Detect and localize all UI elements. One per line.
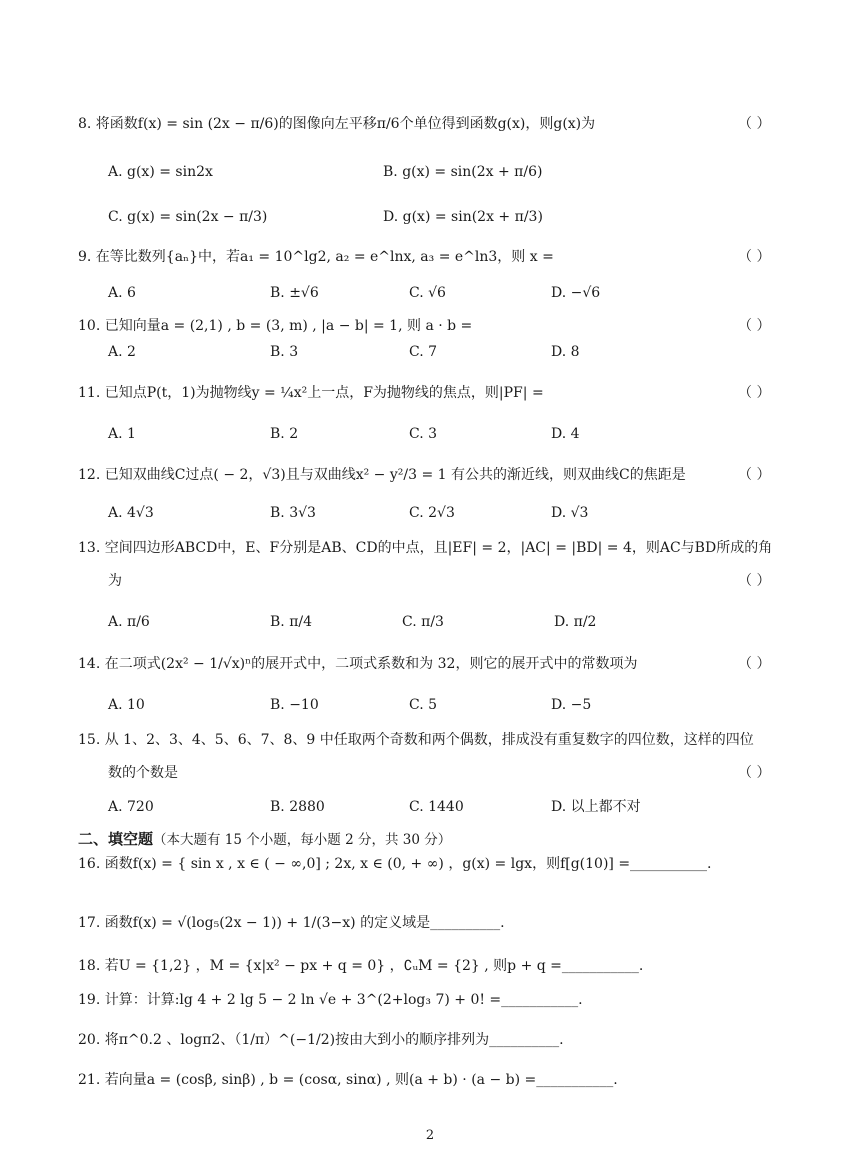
option-a: A. 10: [108, 697, 145, 713]
section-title: 二、填空题: [78, 830, 154, 848]
option-b: B. 2: [270, 426, 299, 442]
option-c: C. g(x) = sin(2x − π/3): [108, 209, 268, 225]
option-b: B. π/4: [270, 614, 313, 630]
option-b: B. 2880: [270, 799, 325, 815]
answer-bracket: （ ）: [738, 318, 771, 334]
question-stem-continued: 为: [108, 573, 122, 589]
option-b: B. 3: [270, 344, 299, 360]
option-a: A. 720: [108, 799, 154, 815]
option-d: D. −5: [551, 697, 592, 713]
question-stem: 14. 在二项式(2x² − 1/√x)ⁿ的展开式中，二项式系数和为 32，则它的展开式中的常数项为: [78, 656, 638, 672]
option-c: C. 2√3: [409, 505, 455, 521]
answer-bracket: （ ）: [738, 249, 771, 265]
question-stem: 15. 从 1、2、3、4、5、6、7、8、9 中任取两个奇数和两个偶数，排成没有重复数字的四位数，这样的四位: [78, 732, 754, 748]
question-stem: 21. 若向量a = (cosβ, sinβ) , b = (cosα, sinα) , 则(a + b) · (a − b) =___________.: [78, 1072, 618, 1088]
answer-bracket: （ ）: [738, 765, 771, 781]
option-b: B. ±√6: [270, 285, 319, 301]
option-a: A. 1: [108, 426, 136, 442]
question-stem: 18. 若U = {1,2} ，M = {x|x² − px + q = 0} ，∁ᵤM = {2} , 则p + q =___________.: [78, 958, 644, 974]
question-stem: 10. 已知向量a = (2,1) , b = (3, m) , |a − b| = 1, 则 a · b =: [78, 318, 473, 334]
option-d: D. 4: [551, 426, 580, 442]
question-stem: 19. 计算：计算:lg 4 + 2 lg 5 − 2 ln √e + 3^(2+log₃ 7) + 0! =___________.: [78, 992, 583, 1008]
question-stem: 20. 将π^0.2 、logπ2、（1/π）^(−1/2)按由大到小的顺序排列为__________.: [78, 1032, 564, 1048]
option-c: C. π/3: [402, 614, 444, 630]
option-d: D. 以上都不对: [551, 799, 641, 815]
option-d: D. g(x) = sin(2x + π/3): [383, 209, 543, 225]
question-stem: 11. 已知点P(t，1)为抛物线y = ¼x²上一点，F为抛物线的焦点，则|PF| =: [78, 385, 544, 401]
option-a: A. g(x) = sin2x: [108, 164, 213, 180]
question-stem: 12. 已知双曲线C过点( − 2，√3)且与双曲线x² − y²/3 = 1 有公共的渐近线，则双曲线C的焦距是: [78, 467, 686, 483]
question-stem: 17. 函数f(x) = √(log₅(2x − 1)) + 1/(3−x) 的定义域是__________.: [78, 915, 505, 931]
question-stem: 13. 空间四边形ABCD中，E、F分别是AB、CD的中点，且|EF| = 2，|AC| = |BD| = 4，则AC与BD所成的角: [78, 540, 773, 556]
option-d: D. −√6: [551, 285, 601, 301]
answer-bracket: （ ）: [738, 656, 771, 672]
option-a: A. 6: [108, 285, 136, 301]
option-b: B. g(x) = sin(2x + π/6): [383, 164, 543, 180]
question-stem: 16. 函数f(x) = { sin x , x ∈ ( − ∞,0] ; 2x, x ∈ (0, + ∞) ，g(x) = lgx，则f[g(10)] =___________.: [78, 856, 712, 872]
option-b: B. −10: [270, 697, 319, 713]
answer-bracket: （ ）: [738, 116, 771, 132]
option-d: D. √3: [551, 505, 589, 521]
answer-bracket: （ ）: [738, 467, 771, 483]
question-stem-continued: 数的个数是: [108, 765, 178, 781]
option-d: D. π/2: [554, 614, 597, 630]
answer-bracket: （ ）: [738, 385, 771, 401]
option-c: C. 3: [409, 426, 438, 442]
option-c: C. 7: [409, 344, 438, 360]
question-stem: 9. 在等比数列{aₙ}中，若a₁ = 10^lg2, a₂ = e^lnx, a₃ = e^ln3，则 x =: [78, 249, 554, 265]
option-b: B. 3√3: [270, 505, 316, 521]
option-c: C. √6: [409, 285, 446, 301]
page-number: 2: [425, 1128, 435, 1143]
question-stem: 8. 将函数f(x) = sin (2x − π/6)的图像向左平移π/6个单位得到函数g(x)，则g(x)为: [78, 116, 596, 132]
option-c: C. 5: [409, 697, 438, 713]
option-d: D. 8: [551, 344, 580, 360]
option-a: A. π/6: [108, 614, 150, 630]
section-note: （本大题有 15 个小题，每小题 2 分，共 30 分）: [153, 832, 452, 848]
option-a: A. 4√3: [108, 505, 154, 521]
option-c: C. 1440: [409, 799, 464, 815]
answer-bracket: （ ）: [738, 573, 771, 589]
option-a: A. 2: [108, 344, 136, 360]
